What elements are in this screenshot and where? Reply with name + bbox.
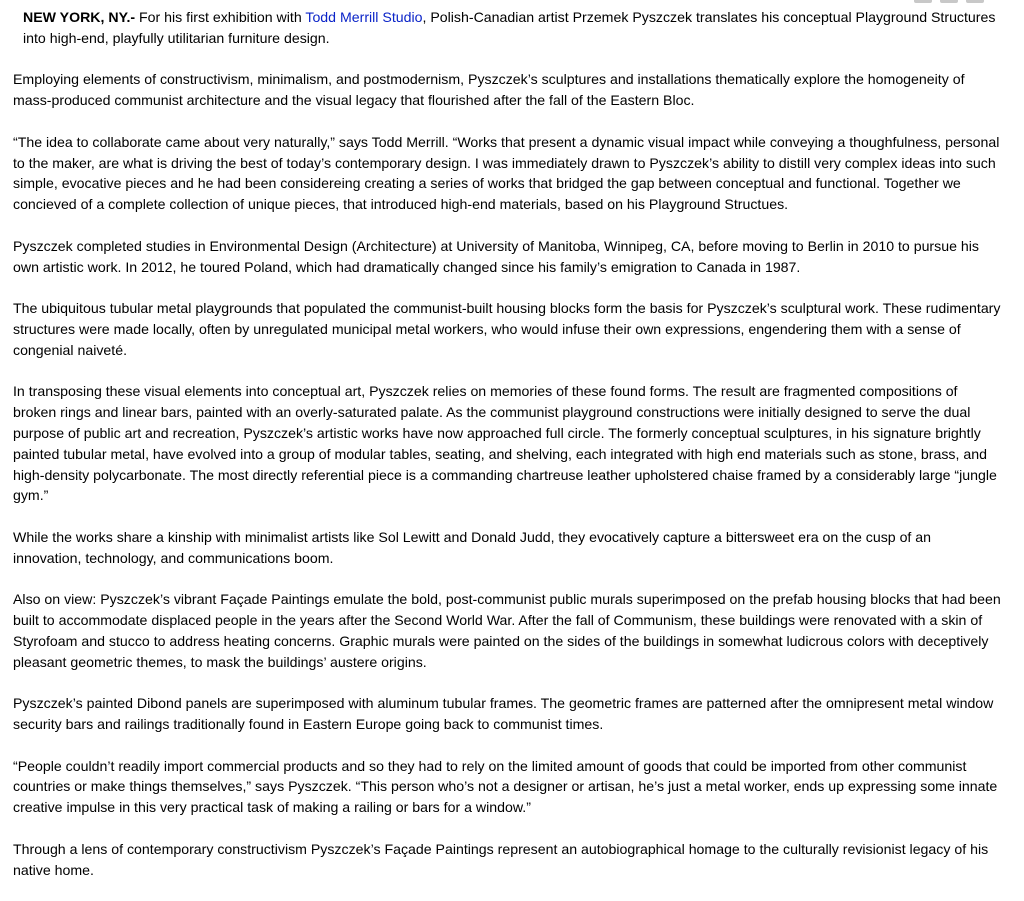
top-edge-mark: [940, 0, 958, 3]
todd-merrill-studio-link[interactable]: Todd Merrill Studio: [305, 9, 423, 25]
paragraph-8: Also on view: Pyszczek’s vibrant Façade Paintings emulate the bold, post-communist public murals superimposed on the prefab housing blocks that had been built to accommodate displaced people in the years after the Second World War. After the fall of Communism, these buildings were renovated with a skin of Styrofoam and stucco to address heating concerns. Graphic murals were painted on the sides of the buildings in somewhat ludicrous colors with deceptively pleasant geometric themes, to mask the buildings’ austere origins.: [13, 591, 1001, 670]
paragraph-9: Pyszczek’s painted Dibond panels are superimposed with aluminum tubular frames. The geometric frames are patterned after the omnipresent metal window security bars and railings traditionally found in Eastern Europe going back to communist times.: [13, 695, 994, 733]
intro-text-before-link: For his first exhibition with: [135, 9, 306, 25]
paragraph-6: In transposing these visual elements into conceptual art, Pyszczek relies on memories of these found forms. The result are fragmented compositions of broken rings and linear bars, painted with an overly-saturated palate. As the communist playground constructions were initially designed to serve the dual purpose of public art and recreation, Pyszczek’s artistic works have now approached full circle. The formerly conceptual sculptures, in his signature brightly painted tubular metal, have evolved into a group of modular tables, seating, and shelving, each integrated with high end materials such as stone, brass, and high-density polycarbonate. The most directly referential piece is a commanding chartreuse leather upholstered chaise framed by a considerably large “jungle gym.”: [13, 383, 997, 504]
paragraph-5: The ubiquitous tubular metal playgrounds that populated the communist-built housing blocks form the basis for Pyszczek’s sculptural work. These rudimentary structures were made locally, often by unregulated municipal metal workers, who would infuse their own expressions, engendering them with a sense of congenial naiveté.: [13, 300, 1001, 358]
dateline: NEW YORK, NY.-: [23, 9, 136, 25]
top-edge-mark: [966, 0, 984, 3]
paragraph-intro: [13, 7, 1003, 49]
paragraph-7: While the works share a kinship with minimalist artists like Sol Lewitt and Donald Judd, they evocatively capture a bittersweet era on the cusp of an innovation, technology, and communications boom.: [13, 528, 932, 566]
paragraph-2: Employing elements of constructivism, minimalism, and postmodernism, Pyszczek’s sculptures and installations thematically explore the homogeneity of mass-produced communist architecture and the visual legacy that flourished after the fall of the Eastern Bloc.: [13, 71, 965, 109]
intro-text-after-link: , Polish-Canadian artist Przemek Pyszczek translates his conceptual Playground Structures into high-end, playfully utilitarian furniture design.: [23, 9, 996, 46]
article-body: [13, 7, 1003, 901]
paragraph-4: Pyszczek completed studies in Environmental Design (Architecture) at University of Manitoba, Winnipeg, CA, before moving to Berlin in 2010 to pursue his own artistic work. In 2012, he toured Poland, which had dramatically changed since his family’s emigration to Canada in 1987.: [13, 237, 979, 275]
top-edge-controls: [914, 0, 984, 4]
top-edge-mark: [914, 0, 932, 3]
paragraph-11: Through a lens of contemporary constructivism Pyszczek’s Façade Paintings represent an autobiographical homage to the culturally revisionist legacy of his native home.: [13, 840, 989, 878]
paragraph-10: “People couldn’t readily import commercial products and so they had to rely on the limited amount of goods that could be imported from other communist countries or make things themselves,” says Pyszczek. “This person who’s not a designer or artisan, he’s just a metal worker, ends up expressing some innate creative impulse in this very practical task of making a railing or bars for a window.”: [13, 757, 998, 816]
paragraph-3: “The idea to collaborate came about very naturally,” says Todd Merrill. “Works that present a dynamic visual impact while conveying a thoughfulness, personal to the maker, are what is driving the best of today’s contemporary design. I was immediately drawn to Pyszczek’s ability to distill very complex ideas into such simple, evocative pieces and he had been considereing creating a series of works that bridged the gap between conceptual and functional. Together we concieved of a complete collection of unique pieces, that introduced high-end materials, based on his Playground Structues.: [13, 133, 1000, 213]
